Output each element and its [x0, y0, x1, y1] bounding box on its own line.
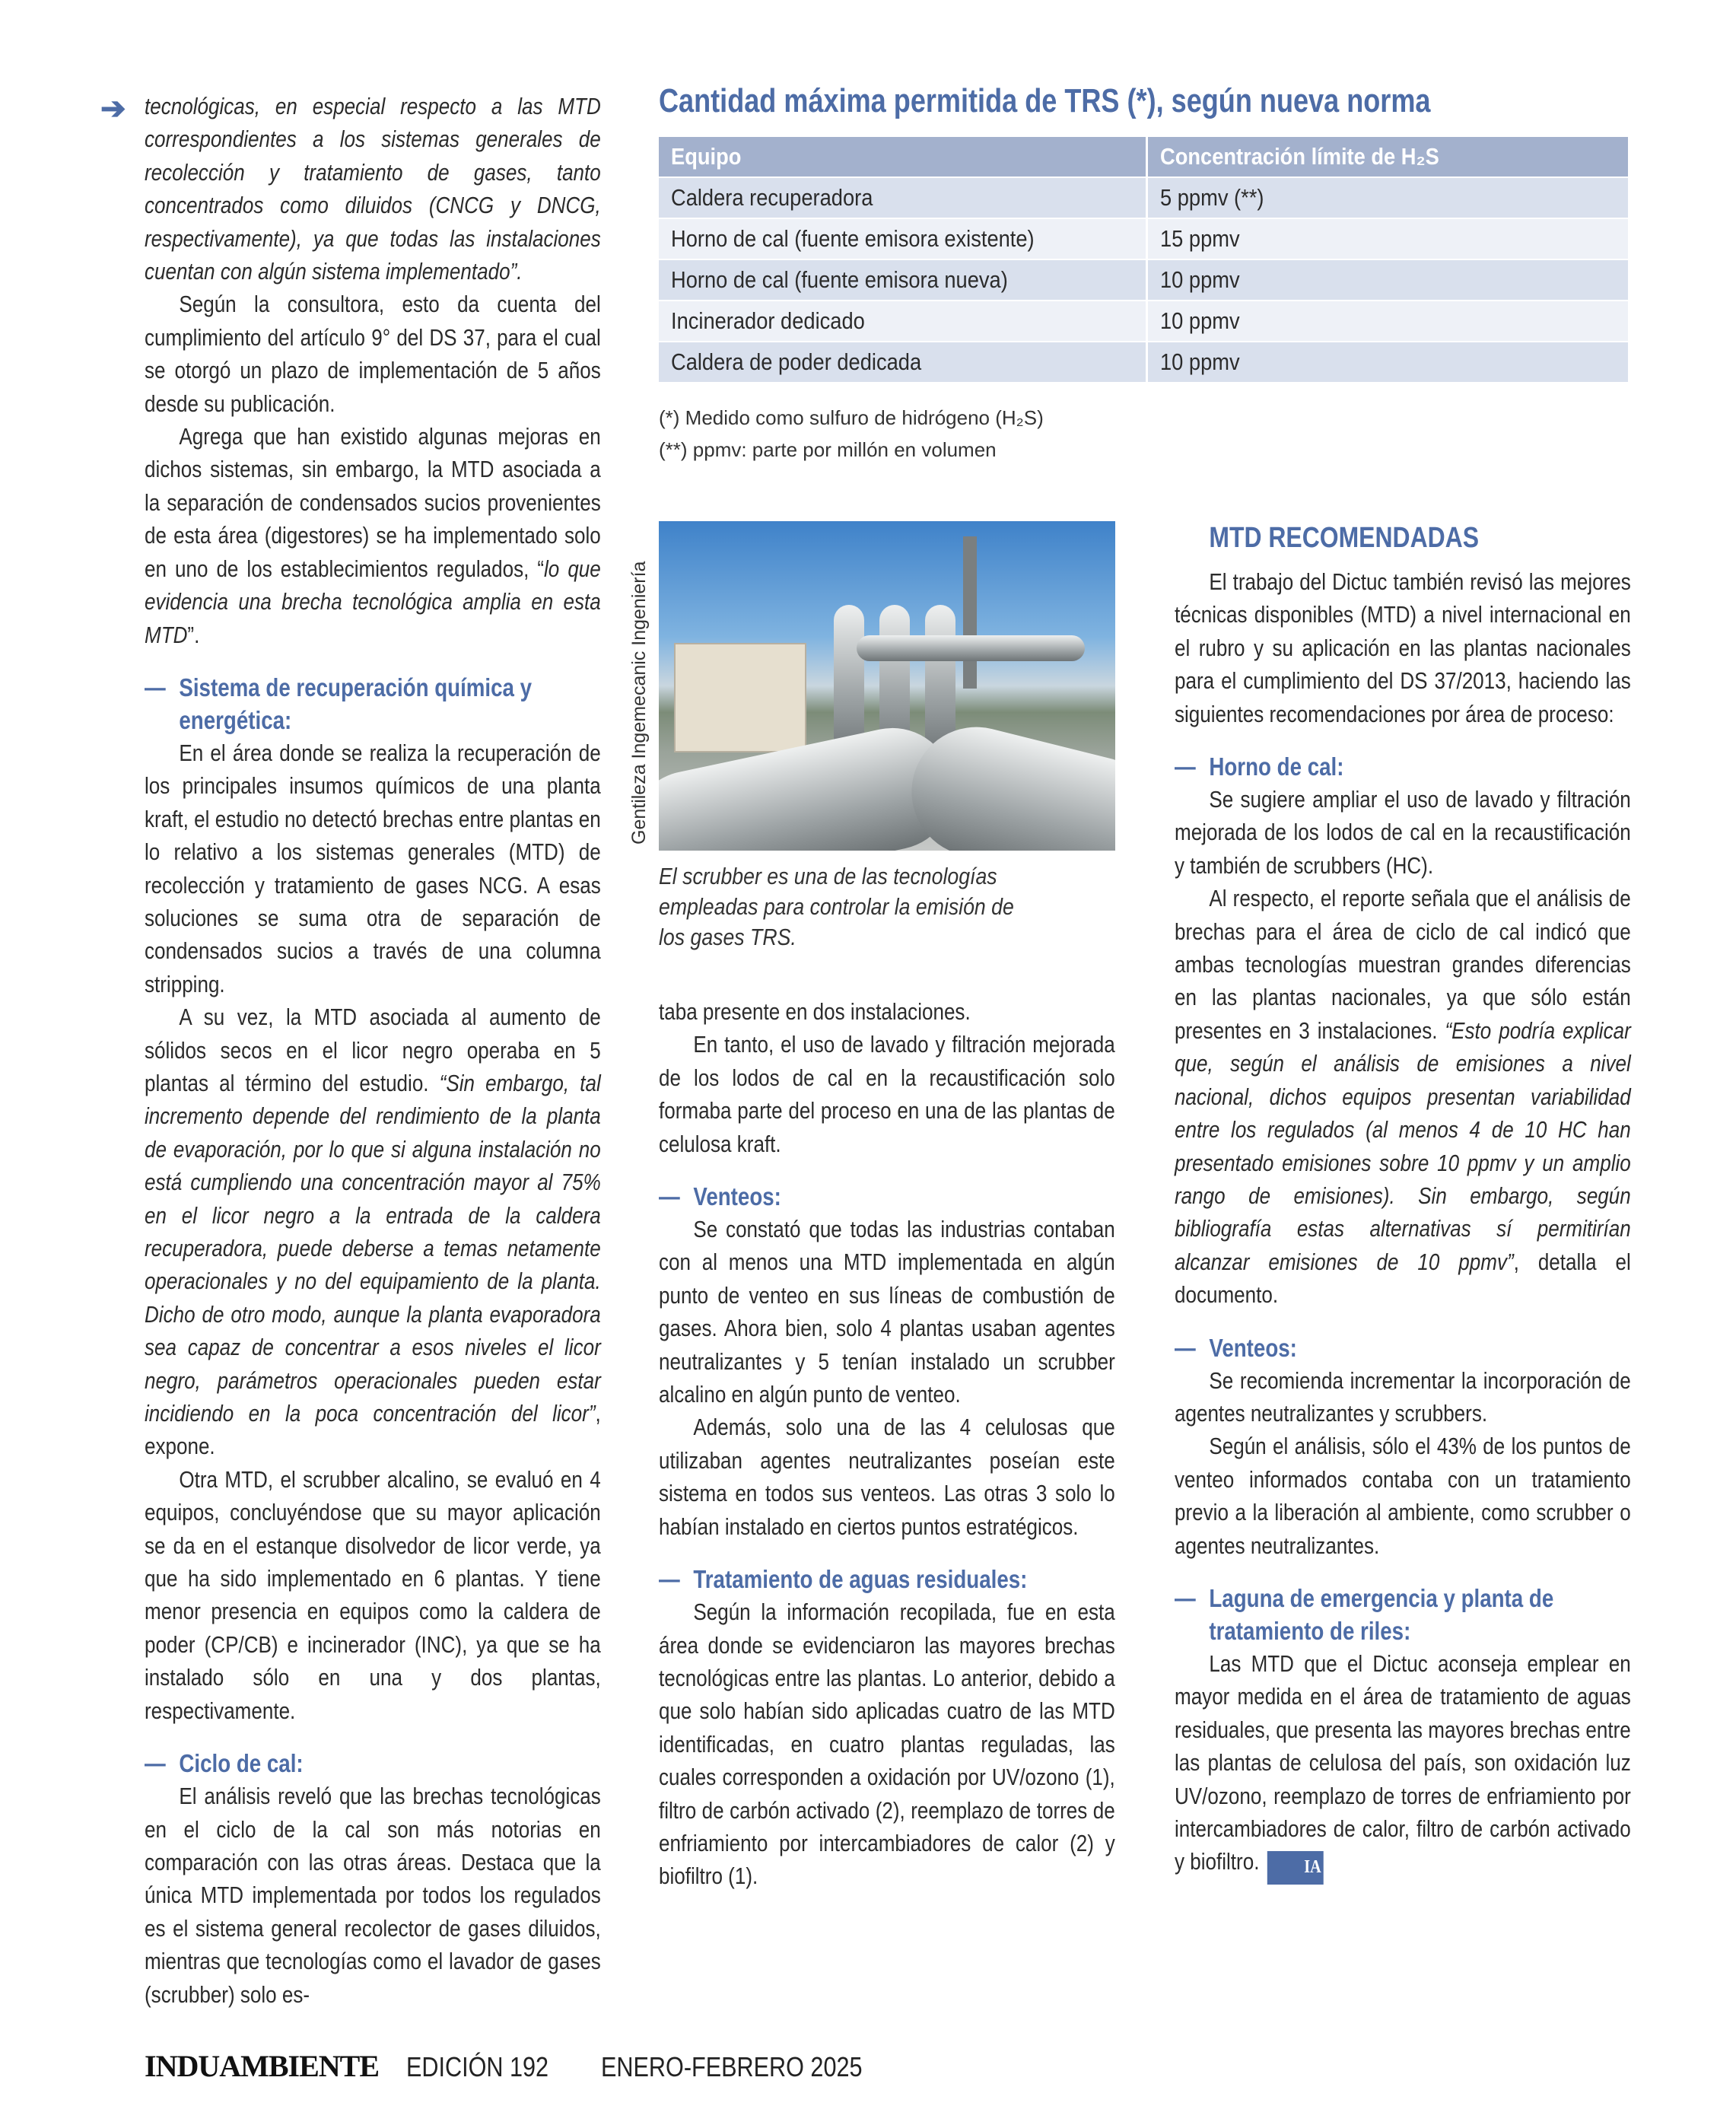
right-column — [1175, 522, 1631, 1885]
table-title: Cantidad máxima permitida de TRS (*), según nueva norma — [659, 82, 1431, 119]
heading-text: Venteos: — [693, 1182, 781, 1211]
heading-text: Sistema de recuperación química y energética: — [179, 673, 533, 734]
cell — [1148, 178, 1628, 219]
paragraph: El análisis reveló que las brechas tecnológicas en el ciclo de la cal son más notorias en comparación con las otras áreas. Destaca que la única MTD implementada por todos los regulados es el sistema general recolector de gases diluidos, mientras que tecnologías como el lavador de gases (scrubber) solo es- — [145, 1783, 601, 2008]
cell-text: Horno de cal (fuente emisora existente) — [671, 225, 1035, 252]
cell-text: Caldera recuperadora — [671, 184, 873, 211]
dash: — — [145, 1749, 166, 1778]
cell — [1148, 301, 1628, 342]
dash: — — [1175, 1583, 1196, 1612]
heading-text: Venteos: — [1209, 1333, 1297, 1362]
cell-text: Incinerador dedicado — [671, 307, 865, 334]
paragraph: Se constató que todas las industrias contaban con al menos una MTD implementada en algún punto de venteo en sus líneas de combustión de gases. Ahora bien, solo 4 plantas usaban agentes neutralizantes y 5 tenían instalado un scrubber alcalino en algún punto de venteo. — [659, 1216, 1115, 1408]
column-header — [659, 137, 1148, 178]
paragraph — [145, 420, 601, 651]
dash: — — [1175, 1333, 1196, 1362]
building-shape — [674, 643, 806, 752]
section-heading — [145, 1747, 601, 1780]
cell-text: 10 ppmv — [1160, 307, 1240, 334]
paragraph: En tanto, el uso de lavado y filtración mejorada de los lodos de cal en la recaustificación solo formaba parte del proceso en una de las plantas de celulosa kraft. — [659, 1031, 1115, 1157]
section-heading — [1175, 1582, 1631, 1647]
middle-column — [659, 995, 1115, 1893]
paragraph — [1175, 882, 1631, 1311]
text: , detalla el documento. — [1175, 1248, 1631, 1309]
cell — [659, 301, 1148, 342]
chimney-shape — [963, 536, 977, 689]
dash: — — [145, 673, 166, 701]
cell — [1148, 219, 1628, 260]
cell — [659, 178, 1148, 219]
heading-text: Laguna de emergencia y planta de tratamiento de riles: — [1209, 1583, 1554, 1645]
cell — [1148, 260, 1628, 301]
section-heading — [1175, 750, 1631, 783]
text: Al respecto, el reporte señala que el análisis de brechas para el área de ciclo de cal indicó que ambas tecnologías muestran grandes diferencias en las plantas nacionales, ya que sólo están presentes en 3 instalaciones. — [1175, 885, 1631, 1044]
table-row — [659, 219, 1628, 260]
paragraph: Se sugiere ampliar el uso de lavado y filtración mejorada de los lodos de cal en la recaustificación y también de scrubbers (HC). — [1175, 786, 1631, 879]
paragraph: En el área donde se realiza la recuperación de los principales insumos químicos de una planta kraft, el estudio no detectó brechas entre plantas en lo relativo a los sistemas generales (MTD) de recolección y tratamiento de gases NCG. A esas soluciones se suma otra de separación de condensados sucios a través de una columna stripping. — [145, 739, 601, 997]
paragraph: Otra MTD, el scrubber alcalino, se evaluó en 4 equipos, concluyéndose que su mayor aplicación se da en el estanque disolvedor de licor verde, ya que ha sido implementado en 6 plantas. Y tiene menor presencia en equipos como la caldera de poder (CP/CB) e incinerador (INC), ya que se ha instalado sólo en una y dos plantas, respectivamente. — [145, 1465, 601, 1724]
cell-text: Horno de cal (fuente emisora nueva) — [671, 266, 1008, 293]
footnote: (**) ppmv: parte por millón en volumen — [659, 438, 997, 461]
end-mark-icon: IA — [1267, 1851, 1324, 1884]
dash: — — [659, 1182, 680, 1211]
section-heading — [145, 671, 601, 736]
table-row — [659, 178, 1628, 219]
header-text: Concentración límite de H₂S — [1160, 143, 1439, 170]
paragraph: Según el análisis, sólo el 43% de los puntos de venteo informados contaba con un tratamiento previo a la liberación al ambiente, como scrubber o agentes neutralizantes. — [1175, 1433, 1631, 1559]
pipe-shape — [857, 635, 1085, 661]
cell — [659, 260, 1148, 301]
heading-text: Tratamiento de aguas residuales: — [693, 1565, 1028, 1594]
page-footer — [145, 2048, 908, 2084]
cell — [659, 342, 1148, 383]
issue-date: ENERO-FEBRERO 2025 — [601, 2051, 863, 2082]
text: ”. — [187, 621, 200, 648]
paragraph: tecnológicas, en especial respecto a las MTD correspondientes a los sistemas generales de recolección y tratamiento de gases, tanto concentrados como diluidos (CNCG y DNCG, respectivamente), ya que todas las instalaciones cuentan con algún sistema implementado”. — [145, 93, 601, 285]
cell — [659, 219, 1148, 260]
photo-caption: El scrubber es una de las tecnologías empleadas para controlar la emisión de los gases TRS. — [659, 863, 1014, 950]
cell-text: 10 ppmv — [1160, 266, 1240, 293]
dash: — — [659, 1565, 680, 1594]
footnote: (*) Medido como sulfuro de hidrógeno (H₂S) — [659, 406, 1044, 429]
heading-text: Ciclo de cal: — [179, 1749, 304, 1778]
section-title: MTD RECOMENDADAS — [1209, 522, 1480, 554]
table-row — [659, 260, 1628, 301]
paragraph: Además, solo una de las 4 celulosas que utilizaban agentes neutralizantes poseían este sistema en todos sus venteos. Las otras 3 solo lo habían instalado en ciertos puntos estratégicos. — [659, 1414, 1115, 1540]
scrubber-photo — [659, 521, 1115, 851]
cell-text: 5 ppmv (**) — [1160, 184, 1264, 211]
cell-text: 10 ppmv — [1160, 348, 1240, 375]
paragraph — [145, 1000, 601, 1463]
photo-credit: Gentileza Ingemecanic Ingeniería — [628, 561, 650, 845]
magazine-logo: INDUAMBIENTE — [145, 2049, 380, 2083]
section-heading — [659, 1563, 1115, 1595]
cell-text: Caldera de poder dedicada — [671, 348, 922, 375]
trs-limits-table — [659, 137, 1628, 383]
paragraph: Según la información recopilada, fue en esta área donde se evidenciaron las mayores brechas tecnológicas entre las plantas. Lo anterior, debido a que solo habían sido aplicadas cuatro de las MTD identificadas, en cuatro plantas reguladas, las cuales corresponden a oxidación por UV/ozono (1), filtro de carbón activado (2), reemplazo de torres de enfriamiento por intercambiadores de calor (2) y biofiltro (1). — [659, 1599, 1115, 1890]
paragraph: taba presente en dos instalaciones. — [659, 998, 971, 1025]
section-heading — [1175, 1331, 1631, 1364]
table-header-row — [659, 137, 1628, 178]
text: Agrega que han existido algunas mejoras en dichos sistemas, sin embargo, la MTD asociada a la separación de condensados sucios provenientes de esta área (digestores) se ha implementado solo en uno de los establecimientos regulados, “ — [145, 423, 601, 582]
quote: “Esto podría explicar que, según el análisis de emisiones a nivel nacional, dichos equipos presentan variabilidad entre los regulados (al menos 4 de 10 HC han presentado emisiones sobre 10 ppmv y un amplio rango de emisiones). Sin embargo, según bibliografía estas alternativas sí permitirían alcanzar emisiones de 10 ppmv” — [1175, 1016, 1631, 1275]
cell — [1148, 342, 1628, 383]
paragraph — [1175, 1647, 1631, 1885]
table-row — [659, 342, 1628, 383]
column-header — [1148, 137, 1628, 178]
left-column — [100, 90, 601, 2011]
paragraph: Se recomienda incrementar la incorporación de agentes neutralizantes y scrubbers. — [1175, 1366, 1631, 1427]
edition-number: EDICIÓN 192 — [406, 2051, 549, 2082]
heading-text: Horno de cal: — [1209, 752, 1344, 781]
text: Las MTD que el Dictuc aconseja emplear en mayor medida en el área de tratamiento de aguas residuales, que presenta las mayores brechas entre las plantas de celulosa del país, son oxidación luz UV/ozono, reemplazo de torres de enfriamiento por intercambiadores de calor, filtro de carbón activado y biofiltro. — [1175, 1649, 1631, 1875]
dash: — — [1175, 752, 1196, 781]
cell-text: 15 ppmv — [1160, 225, 1240, 252]
quote: lo que evidencia una brecha tecnológica amplia en esta MTD — [145, 555, 601, 648]
table-row — [659, 301, 1628, 342]
continuation-arrow-icon: ➔ — [100, 92, 126, 126]
section-heading — [659, 1180, 1115, 1213]
table-notes — [659, 402, 1044, 466]
text: A su vez, la MTD asociada al aumento de sólidos secos en el licor negro operaba en 5 plantas al término del estudio. — [145, 1004, 601, 1096]
text: , expone. — [145, 1400, 601, 1460]
header-text: Equipo — [671, 143, 742, 170]
paragraph: Según la consultora, esto da cuenta del cumplimiento del artículo 9° del DS 37, para el cual se otorgó un plazo de implementación de 5 años desde su publicación. — [145, 291, 601, 417]
quote: “Sin embargo, tal incremento depende del rendimiento de la planta de evaporación, por lo que si alguna instalación no está cumpliendo una concentración mayor al 75% en el licor negro a la entrada de la caldera recuperadora, puede deberse a temas netamente operacionales y no del equipamiento de la planta. Dicho de otro modo, aunque la planta evaporadora sea capaz de concentrar a esos niveles el licor negro, parámetros operacionales pueden estar incidiendo en la poca concentración del licor” — [145, 1069, 601, 1427]
paragraph: El trabajo del Dictuc también revisó las mejores técnicas disponibles (MTD) a nivel internacional en el rubro y su aplicación en las plantas nacionales para el cumplimiento del DS 37/2013, haciendo las siguientes recomendaciones por área de proceso: — [1175, 568, 1631, 727]
